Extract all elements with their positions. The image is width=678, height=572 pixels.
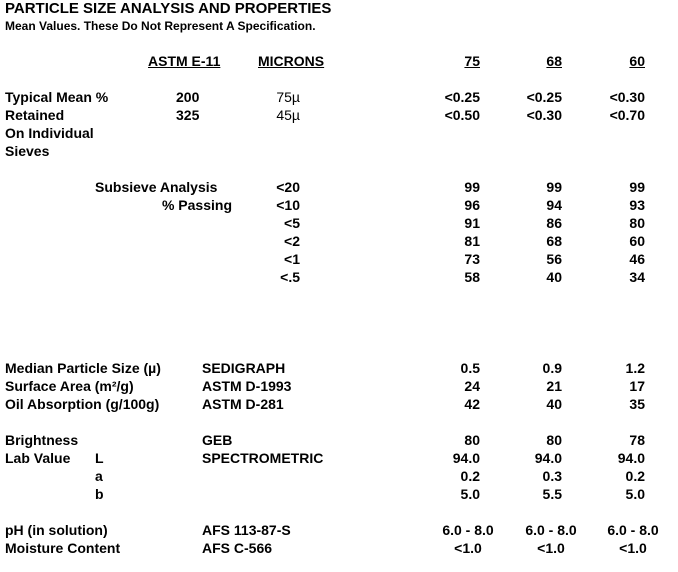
subsieve-size: <2 xyxy=(284,233,300,249)
property-method: ASTM D-1993 xyxy=(202,378,292,394)
lab-value: 94.0 xyxy=(617,450,645,466)
header-grade-3: 60 xyxy=(629,53,645,69)
lab-key: L xyxy=(95,450,104,466)
header-grade-2: 68 xyxy=(546,53,562,69)
property-value: 0.5 xyxy=(460,360,480,376)
brightness-value: 80 xyxy=(464,432,480,448)
retained-label-line-1: Typical Mean % xyxy=(5,89,109,105)
retained-microns-75: 75µ xyxy=(276,89,300,105)
subsieve-value: 81 xyxy=(464,233,480,249)
subsieve-size: <1 xyxy=(284,251,300,267)
retained-value: <0.30 xyxy=(609,89,645,105)
subsieve-value: 94 xyxy=(546,197,562,213)
brightness-value: 80 xyxy=(546,432,562,448)
subsieve-value: 34 xyxy=(629,269,645,285)
property-label: Surface Area (m²/g) xyxy=(5,378,134,394)
subsieve-size: <5 xyxy=(284,215,300,231)
moisture-label: Moisture Content xyxy=(5,540,121,556)
subsieve-value: 91 xyxy=(464,215,480,231)
lab-value: 94.0 xyxy=(534,450,562,466)
page-title: PARTICLE SIZE ANALYSIS AND PROPERTIES xyxy=(5,0,332,17)
property-value: 1.2 xyxy=(625,360,645,376)
retained-value: <0.50 xyxy=(444,107,480,123)
lab-value-method: SPECTROMETRIC xyxy=(202,450,324,466)
lab-key: a xyxy=(95,468,103,484)
lab-value: 5.0 xyxy=(460,486,480,502)
subsieve-size: <.5 xyxy=(280,269,300,285)
retained-value: <0.70 xyxy=(609,107,645,123)
lab-value: 0.2 xyxy=(625,468,645,484)
lab-key: b xyxy=(95,486,104,502)
property-method: ASTM D-281 xyxy=(202,396,284,412)
retained-astm-325: 325 xyxy=(176,107,200,123)
subsieve-value: 80 xyxy=(629,215,645,231)
property-value: 35 xyxy=(629,396,645,412)
header-grade-1: 75 xyxy=(464,53,480,69)
ph-value: 6.0 - 8.0 xyxy=(607,522,659,538)
lab-value: 94.0 xyxy=(452,450,480,466)
subsieve-label-line-1: Subsieve Analysis xyxy=(95,179,218,195)
retained-value: <0.25 xyxy=(444,89,480,105)
subsieve-label-line-2: % Passing xyxy=(161,197,232,213)
subsieve-value: 40 xyxy=(546,269,562,285)
lab-value: 5.0 xyxy=(625,486,645,502)
subsieve-value: 96 xyxy=(464,197,480,213)
moisture-value: <1.0 xyxy=(454,540,482,556)
moisture-method: AFS C-566 xyxy=(202,540,273,556)
ph-method: AFS 113-87-S xyxy=(202,522,291,538)
retained-label-line-3: On Individual xyxy=(5,125,94,141)
retained-label-line-2: Retained xyxy=(5,107,65,123)
subsieve-size: <10 xyxy=(276,197,300,213)
moisture-value: <1.0 xyxy=(537,540,565,556)
lab-value: 5.5 xyxy=(542,486,562,502)
property-value: 0.9 xyxy=(542,360,562,376)
property-label: Oil Absorption (g/100g) xyxy=(5,396,160,412)
moisture-value: <1.0 xyxy=(619,540,647,556)
brightness-value: 78 xyxy=(629,432,645,448)
subsieve-value: 58 xyxy=(464,269,480,285)
lab-value: 0.2 xyxy=(460,468,480,484)
subsieve-value: 86 xyxy=(546,215,562,231)
page-subtitle: Mean Values. These Do Not Represent A Specification. xyxy=(5,19,316,33)
brightness-label: Brightness xyxy=(5,432,79,448)
subsieve-value: 99 xyxy=(546,179,562,195)
lab-value-label: Lab Value xyxy=(5,450,71,466)
subsieve-value: 60 xyxy=(629,233,645,249)
subsieve-value: 99 xyxy=(464,179,480,195)
retained-label-line-4: Sieves xyxy=(5,143,50,159)
ph-value: 6.0 - 8.0 xyxy=(525,522,577,538)
header-astm: ASTM E-11 xyxy=(148,53,221,69)
lab-value: 0.3 xyxy=(542,468,562,484)
retained-value: <0.30 xyxy=(526,107,562,123)
ph-label: pH (in solution) xyxy=(5,522,108,538)
property-value: 24 xyxy=(464,378,480,394)
property-value: 21 xyxy=(546,378,562,394)
ph-value: 6.0 - 8.0 xyxy=(442,522,494,538)
subsieve-value: 68 xyxy=(546,233,562,249)
subsieve-value: 56 xyxy=(546,251,562,267)
brightness-method: GEB xyxy=(202,432,233,448)
property-value: 40 xyxy=(546,396,562,412)
retained-value: <0.25 xyxy=(526,89,562,105)
retained-astm-200: 200 xyxy=(176,89,200,105)
property-method: SEDIGRAPH xyxy=(202,360,286,376)
retained-microns-45: 45µ xyxy=(276,107,300,123)
subsieve-value: 46 xyxy=(629,251,645,267)
property-label: Median Particle Size (µ) xyxy=(5,360,161,376)
subsieve-value: 99 xyxy=(629,179,645,195)
subsieve-value: 93 xyxy=(629,197,645,213)
subsieve-value: 73 xyxy=(464,251,480,267)
subsieve-size: <20 xyxy=(276,179,300,195)
property-value: 42 xyxy=(464,396,480,412)
property-value: 17 xyxy=(629,378,645,394)
header-microns: MICRONS xyxy=(258,53,325,69)
